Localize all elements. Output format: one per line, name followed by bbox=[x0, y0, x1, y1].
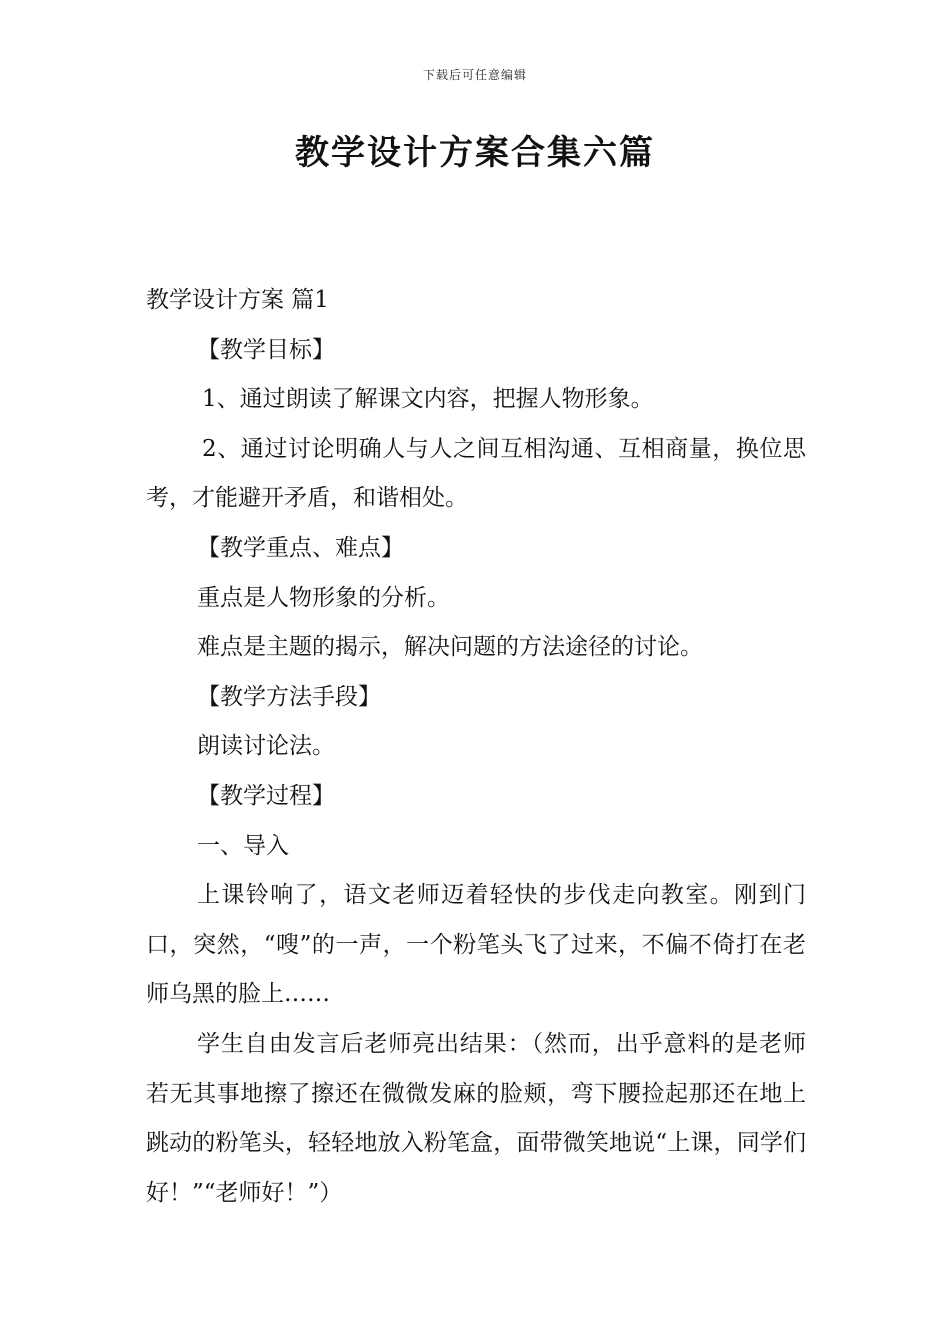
process-step-intro: 一、导入 bbox=[197, 832, 289, 859]
paragraph-result: 学生自由发言后老师亮出结果：（然而，出乎意料的是老师若无其事地擦了擦还在微微发麻的脸颊，弯下腰捡起那还在地上跳动的粉笔头，轻轻地放入粉笔盒，面带微笑地说“上课，同学们好！”“老师好！”） bbox=[146, 1030, 806, 1206]
paragraph-key-point: 重点是人物形象的分析。 bbox=[197, 584, 450, 611]
subheading-process: 【教学过程】 bbox=[197, 782, 335, 809]
document-body bbox=[146, 276, 806, 1218]
goal-item-1: 1、通过朗读了解课文内容，把握人物形象。 bbox=[202, 386, 654, 413]
subheading-methods: 【教学方法手段】 bbox=[197, 683, 381, 710]
paragraph-method: 朗读讨论法。 bbox=[197, 733, 335, 760]
paragraph-difficult-point: 难点是主题的揭示，解决问题的方法途径的讨论。 bbox=[197, 634, 703, 661]
subheading-teaching-goals: 【教学目标】 bbox=[197, 336, 335, 363]
section-heading: 教学设计方案 篇1 bbox=[146, 287, 329, 313]
document-title: 教学设计方案合集六篇 bbox=[295, 133, 655, 173]
goal-item-2: 2、通过讨论明确人与人之间互相沟通、互相商量，换位思考，才能避开矛盾，和谐相处。 bbox=[146, 435, 806, 512]
paragraph-story: 上课铃响了，语文老师迈着轻快的步伐走向教室。刚到门口，突然，“嗖”的一声，一个粉笔头飞了过来，不偏不倚打在老师乌黑的脸上…… bbox=[146, 882, 806, 1008]
subheading-key-points: 【教学重点、难点】 bbox=[197, 534, 404, 561]
header-note: 下载后可任意编辑 bbox=[422, 68, 527, 82]
